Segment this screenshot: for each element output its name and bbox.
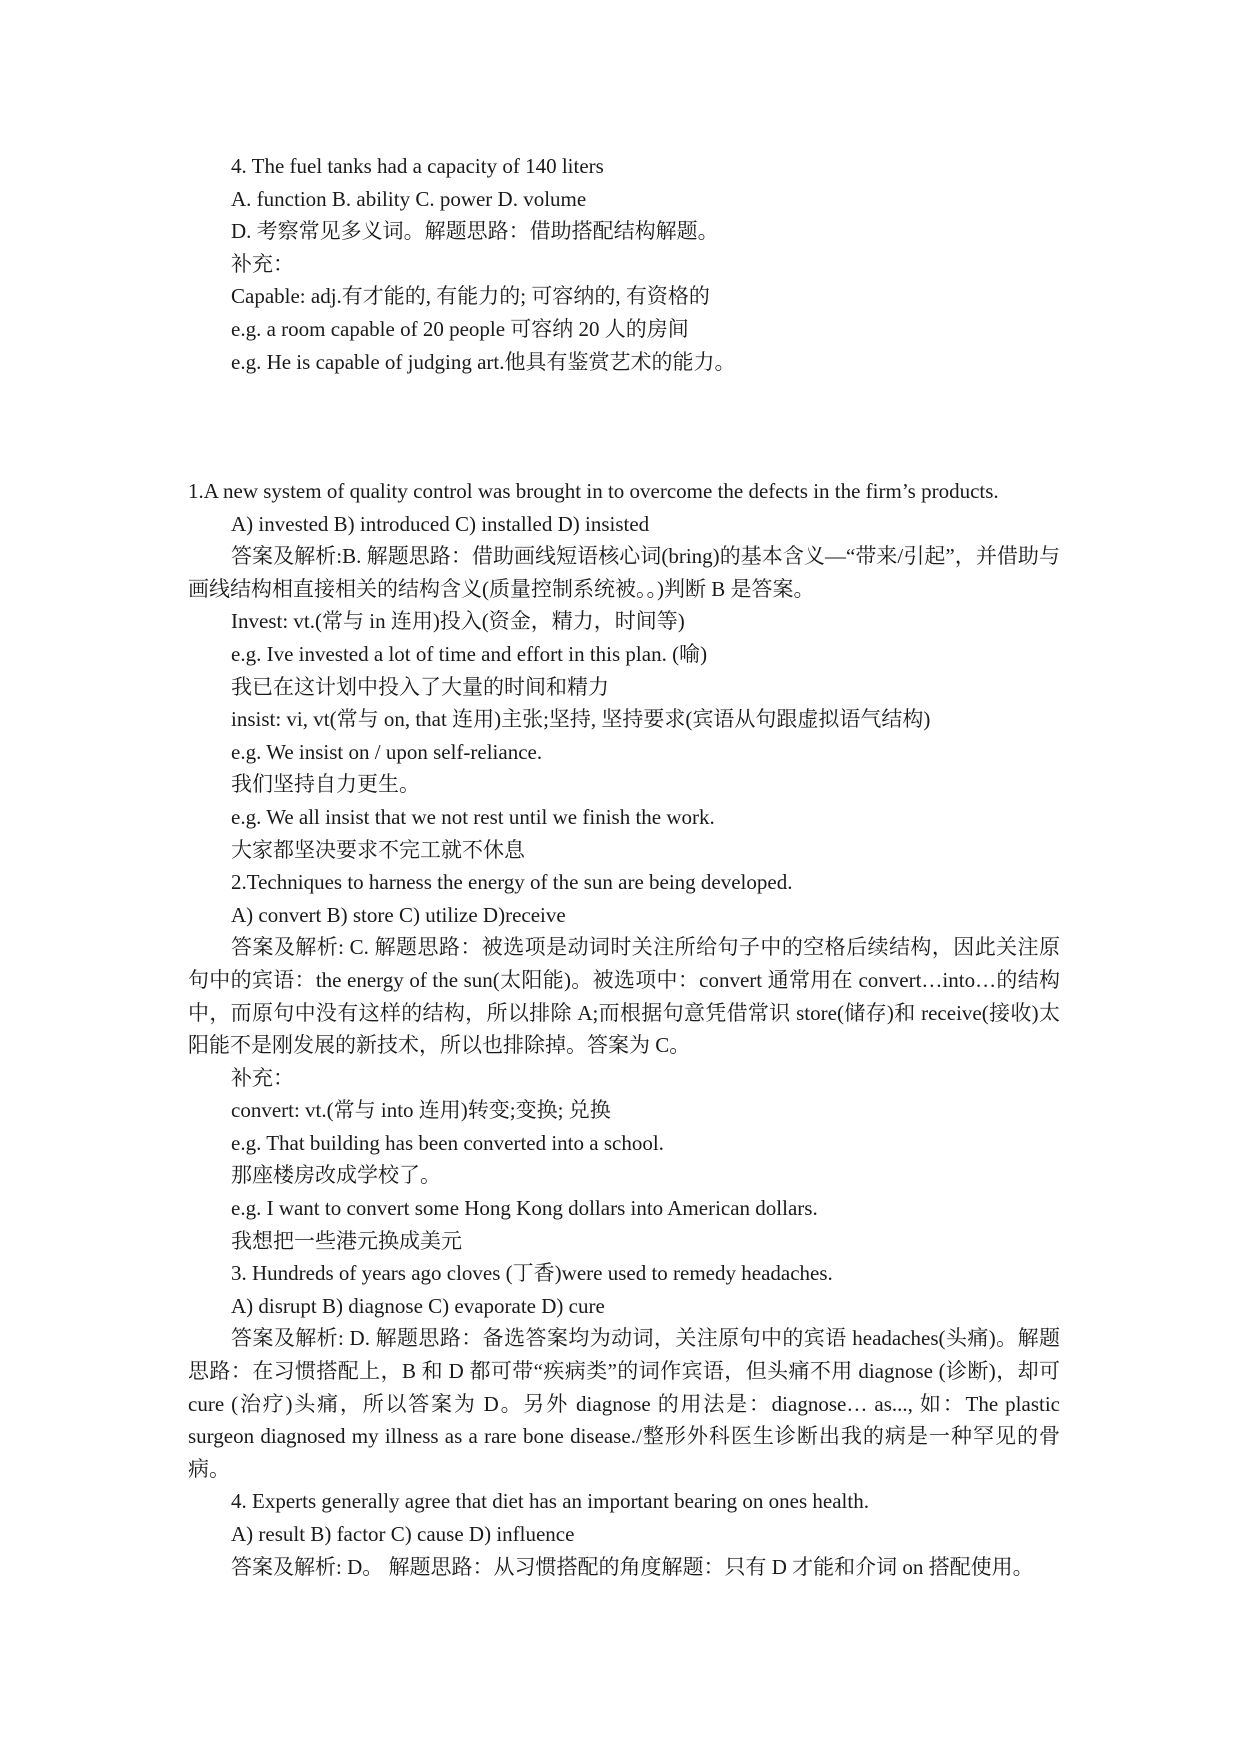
question-2-answer: 答案及解析: C. 解题思路：被选项是动词时关注所给句子中的空格后续结构，因此关注原句中的宾语：the energy of the sun(太阳能)。被选项中：convert 通常用在 convert…into…的结构中，而原句中没有这样的结构，所以排除 A;而根据句意凭借常识 store(储存)和 receive(接收)太阳能不是刚发展的新技术，所以也排除掉。答案为 C。: [188, 935, 1060, 1058]
question-3-options: A) disrupt B) diagnose C) evaporate D) cure: [231, 1293, 605, 1318]
question-4-text: 4. Experts generally agree that diet has an important bearing on ones health.: [231, 1489, 869, 1514]
note-line: e.g. Ive invested a lot of time and effort in this plan. (喻): [231, 641, 708, 666]
question-1-options: A) invested B) introduced C) installed D) insisted: [231, 511, 650, 536]
question-3-text: 3. Hundreds of years ago cloves (丁香)were used to remedy headaches.: [231, 1261, 833, 1286]
question-1-answer: 答案及解析:B. 解题思路：借助画线短语核心词(bring)的基本含义—“带来/引起”，并借助与画线结构相直接相关的结构含义(质量控制系统被。。)判断 B 是答案。: [188, 544, 1060, 601]
note-line: 我已在这计划中投入了大量的时间和精力: [231, 674, 609, 699]
question-3-answer: 答案及解析: D. 解题思路：备选答案均为动词，关注原句中的宾语 headaches(头痛)。解题思路：在习惯搭配上，B 和 D 都可带“疾病类”的词作宾语，但头痛不用 diagnose (诊断)，却可 cure (治疗)头痛，所以答案为 D。另外 diagnose 的用法是：diagnose… as..., 如：The plastic surgeon diagnosed my illness as a rare bone disease./整形外科医生诊断出我的病是一种罕见的骨病。: [188, 1326, 1060, 1481]
note-line: 补充：: [231, 1065, 294, 1090]
note-line: 我想把一些港元换成美元: [231, 1228, 462, 1253]
definition-line: Capable: adj.有才能的, 有能力的; 可容纳的, 有资格的: [231, 284, 710, 309]
answer-line: D. 考察常见多义词。解题思路：借助搭配结构解题。: [231, 219, 719, 244]
note-line: convert: vt.(常与 into 连用)转变;变换; 兑换: [231, 1098, 611, 1123]
note-line: insist: vi, vt(常与 on, that 连用)主张;坚持, 坚持要求(宾语从句跟虚拟语气结构): [231, 707, 931, 732]
question-text: 4. The fuel tanks had a capacity of 140 liters: [231, 154, 604, 178]
question-1-text: 1.A new system of quality control was brought in to overcome the defects in the firm’s products.: [188, 479, 999, 503]
note-line: e.g. We all insist that we not rest until we finish the work.: [231, 804, 715, 829]
section-question-4-capacity: [188, 150, 1060, 378]
note-line: e.g. I want to convert some Hong Kong dollars into American dollars.: [231, 1196, 818, 1221]
note-line: 大家都坚决要求不完工就不休息: [231, 837, 525, 862]
question-4-options: A) result B) factor C) cause D) influence: [231, 1522, 575, 1546]
example-line: e.g. a room capable of 20 people 可容纳 20 人的房间: [231, 316, 689, 341]
example-line: e.g. He is capable of judging art.他具有鉴赏艺术的能力。: [231, 349, 736, 374]
note-line: e.g. We insist on / upon self-reliance.: [231, 739, 543, 764]
note-line: e.g. That building has been converted into a school.: [231, 1130, 664, 1155]
options-line: A. function B. ability C. power D. volume: [231, 186, 587, 211]
section-vocabulary-questions: [188, 475, 1060, 1583]
supplement-heading: 补充：: [231, 251, 294, 276]
note-line: 我们坚持自力更生。: [231, 772, 420, 797]
question-2-options: A) convert B) store C) utilize D)receive: [231, 902, 566, 927]
question-4-answer: 答案及解析: D。 解题思路：从习惯搭配的角度解题：只有 D 才能和介词 on 搭配使用。: [231, 1554, 1034, 1579]
question-2-text: 2.Techniques to harness the energy of the sun are being developed.: [231, 870, 793, 895]
note-line: 那座楼房改成学校了。: [231, 1163, 441, 1188]
note-line: Invest: vt.(常与 in 连用)投入(资金，精力，时间等): [231, 609, 685, 634]
